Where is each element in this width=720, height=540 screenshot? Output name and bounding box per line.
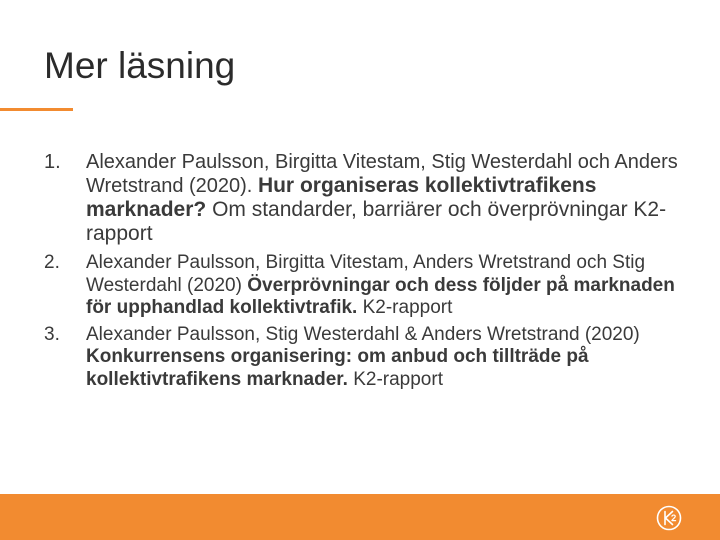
reference-list [44,150,684,391]
reference-item-1 [44,150,684,246]
reference-number: 1. [44,151,61,173]
reference-suffix: Om standarder, barriärer och överprövningar K2-rapport [86,198,667,245]
reference-title: Konkurrensens organisering: om anbud och tillträde på kollektivtrafikens marknader. [86,346,589,390]
reference-number: 3. [44,323,60,345]
slide-title: Mer läsning [44,45,236,86]
reference-number: 2. [44,252,60,273]
reference-authors: Alexander Paulsson, Birgitta Vitestam, Stig Westerdahl och Anders Wretstrand (2020). [86,151,678,197]
reference-authors: Alexander Paulsson, Stig Westerdahl & Anders Wretstrand (2020) [86,323,640,345]
reference-item-2 [44,252,684,320]
reference-suffix: K2-rapport [353,368,443,390]
reference-title: Hur organiseras kollektivtrafikens marknader? [86,174,597,221]
reference-title: Överprövningar och dess följder på marknaden för upphandlad kollektivtrafik. [86,274,675,318]
k2-logo-icon [656,505,682,531]
reference-suffix: K2-rapport [362,297,453,318]
reference-item-3 [44,324,684,392]
reference-authors: Alexander Paulsson, Birgitta Vitestam, Anders Wretstrand och Stig Westerdahl (2020) [86,252,646,296]
footer-bar [0,494,720,540]
title-accent-line [0,108,73,111]
